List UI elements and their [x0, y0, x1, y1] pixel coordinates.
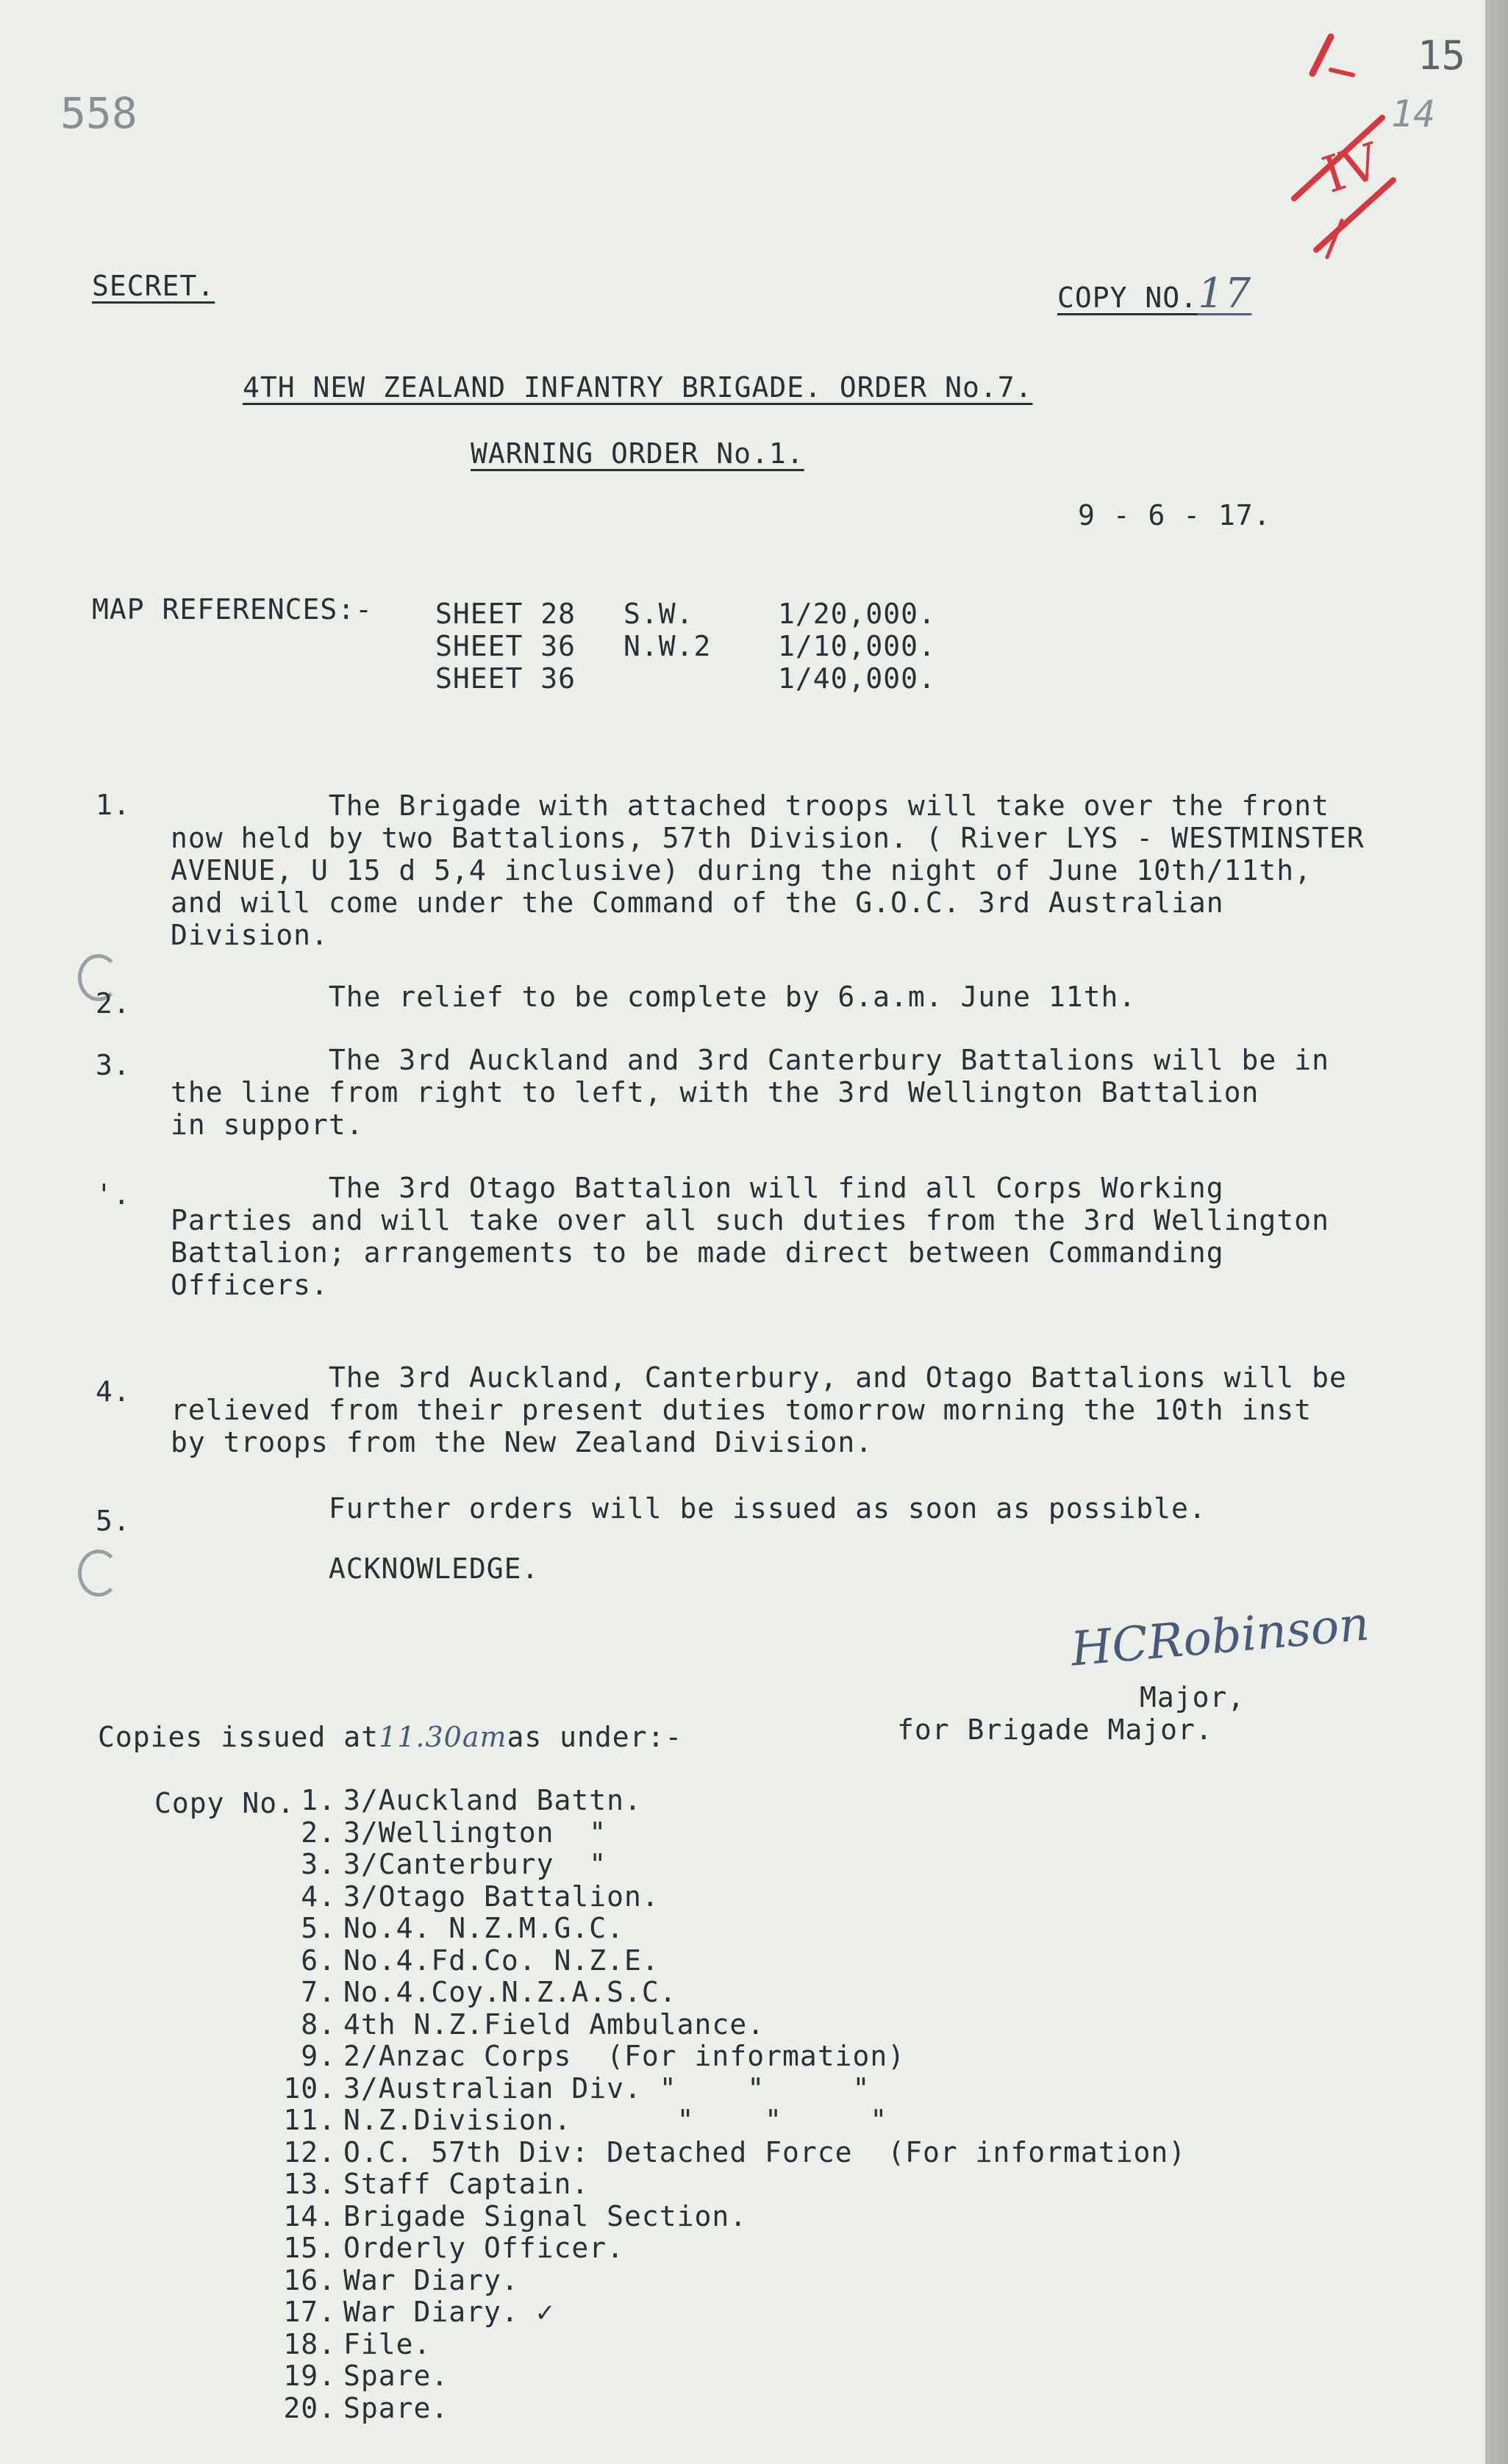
list-item: 11. N.Z.Division. " " "	[283, 2104, 888, 2136]
punch-hole-bottom	[78, 1550, 119, 1597]
classification: SECRET.	[92, 270, 215, 302]
list-item: 1. 3/Auckland Battn.	[301, 1784, 642, 1816]
handwritten-signature: HCRobinson	[1068, 1597, 1372, 1677]
signature-title-1: Major,	[1140, 1681, 1246, 1713]
warning-order-title: WARNING ORDER No.1.	[471, 437, 804, 470]
list-item: 2. 3/Wellington "	[301, 1816, 607, 1849]
map-references-label: MAP REFERENCES:-	[92, 593, 374, 626]
list-item: 18. File.	[283, 2327, 432, 2360]
paragraph-3a: The 3rd Otago Battalion will find all Corps Working Parties and will take over all such duties from the 3rd Wellington Battalion; arrangements to be made direct between Commanding Officers.	[171, 1172, 1329, 1301]
list-item: 3. 3/Canterbury "	[301, 1848, 607, 1880]
list-item: 15. Orderly Officer.	[283, 2232, 625, 2264]
list-item: 9. 2/Anzac Corps (For information)	[301, 2040, 906, 2072]
paragraph-number: 5.	[96, 1505, 131, 1537]
distribution-list	[193, 1785, 1186, 2424]
page-edge	[1485, 0, 1508, 2464]
paragraph-number: 4.	[96, 1375, 131, 1408]
list-item: 12. O.C. 57th Div: Detached Force (For information)	[283, 2135, 1187, 2168]
list-item: 16. War Diary.	[283, 2263, 519, 2296]
copy-number-value: 17	[1198, 270, 1252, 318]
list-item: 17. War Diary. ✓	[283, 2296, 554, 2328]
list-item: 7. No.4.Coy.N.Z.A.S.C.	[301, 1976, 677, 2008]
corner-number-bottom: 14	[1391, 93, 1436, 135]
list-item: 5. No.4. N.Z.M.G.C.	[301, 1912, 625, 1944]
pencil-page-number: 558	[60, 88, 137, 138]
signature-title-2: for Brigade Major.	[897, 1713, 1213, 1746]
copy-list-label: Copy No.	[154, 1787, 296, 1819]
red-mark-text: IV	[1315, 132, 1387, 205]
map-sheet-3: SHEET 36	[435, 662, 576, 695]
map-scale-3: 1/40,000.	[778, 662, 936, 695]
list-item: 13. Staff Captain.	[283, 2168, 590, 2200]
issue-time: 11.30am	[379, 1721, 507, 1753]
map-scale-2: 1/10,000.	[778, 630, 936, 662]
copies-issued-line: Copies issued at11.30amas under:-	[98, 1721, 683, 1753]
list-item: 14. Brigade Signal Section.	[283, 2199, 748, 2232]
paragraph-2: The relief to be complete by 6.a.m. June 11th.	[171, 981, 1137, 1013]
list-item: 20. Spare.	[283, 2391, 449, 2424]
paragraph-3: The 3rd Auckland and 3rd Canterbury Battalions will be in the line from right to left, with the 3rd Wellington Battalion in support.	[171, 1044, 1329, 1141]
map-sheet-1: SHEET 28	[435, 598, 576, 630]
map-scale-1: 1/20,000.	[778, 598, 936, 630]
map-area-1: S.W.	[623, 598, 694, 630]
paragraph-5: Further orders will be issued as soon as possible.	[171, 1492, 1207, 1525]
list-item: 19. Spare.	[283, 2360, 449, 2392]
paragraph-4: The 3rd Auckland, Canterbury, and Otago Battalions will be relieved from their present duties tomorrow morning the 10th inst by troops from the New Zealand Division.	[171, 1361, 1347, 1458]
list-item: 10. 3/Australian Div. " " "	[283, 2071, 871, 2105]
list-item: 4. 3/Otago Battalion.	[301, 1880, 660, 1913]
map-area-2: N.W.2	[623, 630, 712, 662]
order-title: 4TH NEW ZEALAND INFANTRY BRIGADE. ORDER No.7.	[243, 371, 1033, 404]
order-date: 9 - 6 - 17.	[1078, 499, 1271, 531]
list-item: 8. 4th N.Z.Field Ambulance.	[301, 2008, 765, 2041]
paragraph-number: 3.	[96, 1049, 131, 1081]
red-crayon-mark	[1272, 29, 1404, 272]
acknowledge-line: ACKNOWLEDGE.	[171, 1552, 540, 1585]
paragraph-number: '.	[96, 1178, 131, 1211]
copy-number-label: COPY NO.17	[1057, 270, 1252, 318]
paragraph-number: 1.	[96, 789, 131, 821]
map-sheet-2: SHEET 36	[435, 630, 576, 662]
corner-number-top: 15	[1418, 32, 1466, 79]
paragraph-number: 2.	[96, 987, 131, 1020]
paragraph-1: The Brigade with attached troops will take over the front now held by two Battalions, 57th Division. ( River LYS - WESTMINSTER AVENUE, U 15 d 5,4 inclusive) during the night of June 10th/11th, and will come under the Command of the G.O.C. 3rd Australian Division.	[171, 789, 1365, 951]
list-item: 6. No.4.Fd.Co. N.Z.E.	[301, 1944, 660, 1977]
